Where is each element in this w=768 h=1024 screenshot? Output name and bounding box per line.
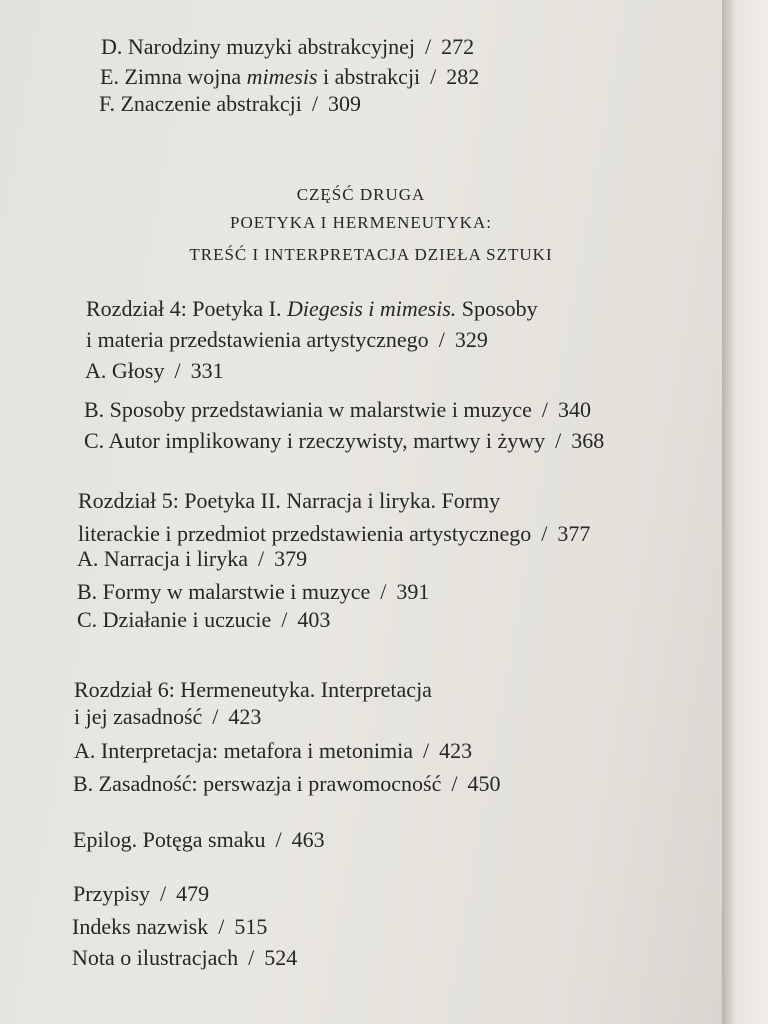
entry-label: i abstrakcji — [317, 64, 421, 89]
page-number: 377 — [557, 521, 591, 546]
entry-label: Nota o ilustracjach — [72, 945, 239, 970]
page-number: 379 — [274, 546, 308, 571]
page-number: 309 — [328, 91, 361, 116]
section-label: A. Interpretacja: metafora i metonimia — [74, 738, 414, 763]
page-number: 340 — [557, 397, 591, 422]
page-number: 329 — [454, 327, 488, 352]
page-number: 368 — [571, 428, 605, 453]
separator: / — [218, 914, 225, 939]
separator: / — [160, 881, 167, 906]
chapter6-title-line2 — [74, 704, 261, 730]
separator: / — [438, 327, 445, 352]
page-number: 450 — [467, 771, 501, 796]
chapter-title: Rozdział 5: Poetyka II. Narracja i liryka. Formy — [78, 488, 501, 513]
chapter4-section-c — [84, 428, 604, 454]
page-number: 423 — [228, 704, 262, 729]
entry-label-italic: mimesis — [246, 64, 318, 89]
chapter-title: Rozdział 4: Poetyka I. — [86, 296, 288, 321]
chapter6-section-a — [74, 738, 472, 764]
chapter4-title-line2 — [86, 327, 488, 353]
separator: / — [174, 358, 181, 383]
page-number: 515 — [234, 914, 268, 939]
chapter6-section-b — [73, 771, 501, 797]
back-matter-notes — [73, 881, 209, 907]
part-heading-line3: TREŚĆ I INTERPRETACJA DZIEŁA SZTUKI — [189, 245, 553, 264]
chapter5-section-a — [77, 546, 307, 572]
chapter5-title — [78, 488, 500, 514]
separator: / — [541, 521, 548, 546]
page-number: 272 — [441, 34, 475, 59]
page-number: 403 — [297, 607, 331, 632]
page-number: 524 — [264, 945, 298, 970]
section-label: A. Narracja i liryka — [77, 546, 249, 571]
separator: / — [311, 91, 318, 116]
chapter-title: Rozdział 6: Hermeneutyka. Interpretacja — [74, 677, 432, 702]
entry-label: Przypisy — [73, 881, 150, 906]
chapter4-section-b — [84, 397, 591, 423]
back-matter-index — [72, 914, 267, 940]
page-number: 423 — [439, 738, 473, 763]
toc-entry-f — [99, 91, 361, 117]
entry-label: D. Narodziny muzyki abstrakcyjnej — [101, 34, 416, 59]
chapter-title: i jej zasadność — [74, 704, 203, 729]
chapter5-title-line2 — [78, 521, 590, 547]
toc-entry-d — [101, 34, 474, 60]
chapter-title-italic: Diegesis i mimesis. — [287, 296, 457, 321]
separator: / — [555, 428, 562, 453]
separator: / — [423, 738, 430, 763]
separator: / — [248, 945, 255, 970]
separator: / — [451, 771, 458, 796]
part-heading-line1: CZĘŚĆ DRUGA — [296, 185, 426, 204]
chapter6-title — [74, 677, 432, 703]
entry-label: E. Zimna wojna — [100, 64, 247, 89]
back-matter-illustrations — [72, 945, 297, 971]
chapter-title: Sposoby — [456, 296, 538, 321]
page-number: 479 — [176, 881, 210, 906]
separator: / — [281, 607, 288, 632]
entry-label: Indeks nazwisk — [72, 914, 209, 939]
page-number: 463 — [291, 827, 325, 852]
separator: / — [425, 34, 432, 59]
chapter4-section-a — [85, 358, 224, 384]
separator: / — [258, 546, 265, 571]
page-number: 391 — [396, 579, 430, 604]
section-label: C. Działanie i uczucie — [77, 607, 272, 632]
entry-label: F. Znaczenie abstrakcji — [99, 91, 302, 116]
chapter5-section-b — [77, 579, 429, 605]
epilogue-entry — [73, 827, 325, 853]
separator: / — [212, 704, 219, 729]
chapter4-title — [86, 296, 538, 322]
separator: / — [380, 579, 387, 604]
section-label: B. Sposoby przedstawiania w malarstwie i muzyce — [84, 397, 532, 422]
section-label: C. Autor implikowany i rzeczywisty, martwy i żywy — [84, 428, 546, 453]
separator: / — [541, 397, 548, 422]
separator: / — [430, 64, 437, 89]
section-label: A. Głosy — [85, 358, 165, 383]
page-number: 282 — [446, 64, 480, 89]
page-edge — [722, 0, 768, 1024]
chapter-title: i materia przedstawienia artystycznego — [86, 327, 429, 352]
entry-label: Epilog. Potęga smaku — [73, 827, 266, 852]
section-label: B. Formy w malarstwie i muzyce — [77, 579, 371, 604]
section-label: B. Zasadność: perswazja i prawomocność — [73, 771, 442, 796]
separator: / — [275, 827, 282, 852]
toc-entry-e — [100, 64, 479, 90]
part-heading-line2: POETYKA I HERMENEUTYKA: — [230, 213, 492, 232]
chapter5-section-c — [77, 607, 330, 633]
page-number: 331 — [190, 358, 224, 383]
chapter-title: literackie i przedmiot przedstawienia artystycznego — [78, 521, 532, 546]
